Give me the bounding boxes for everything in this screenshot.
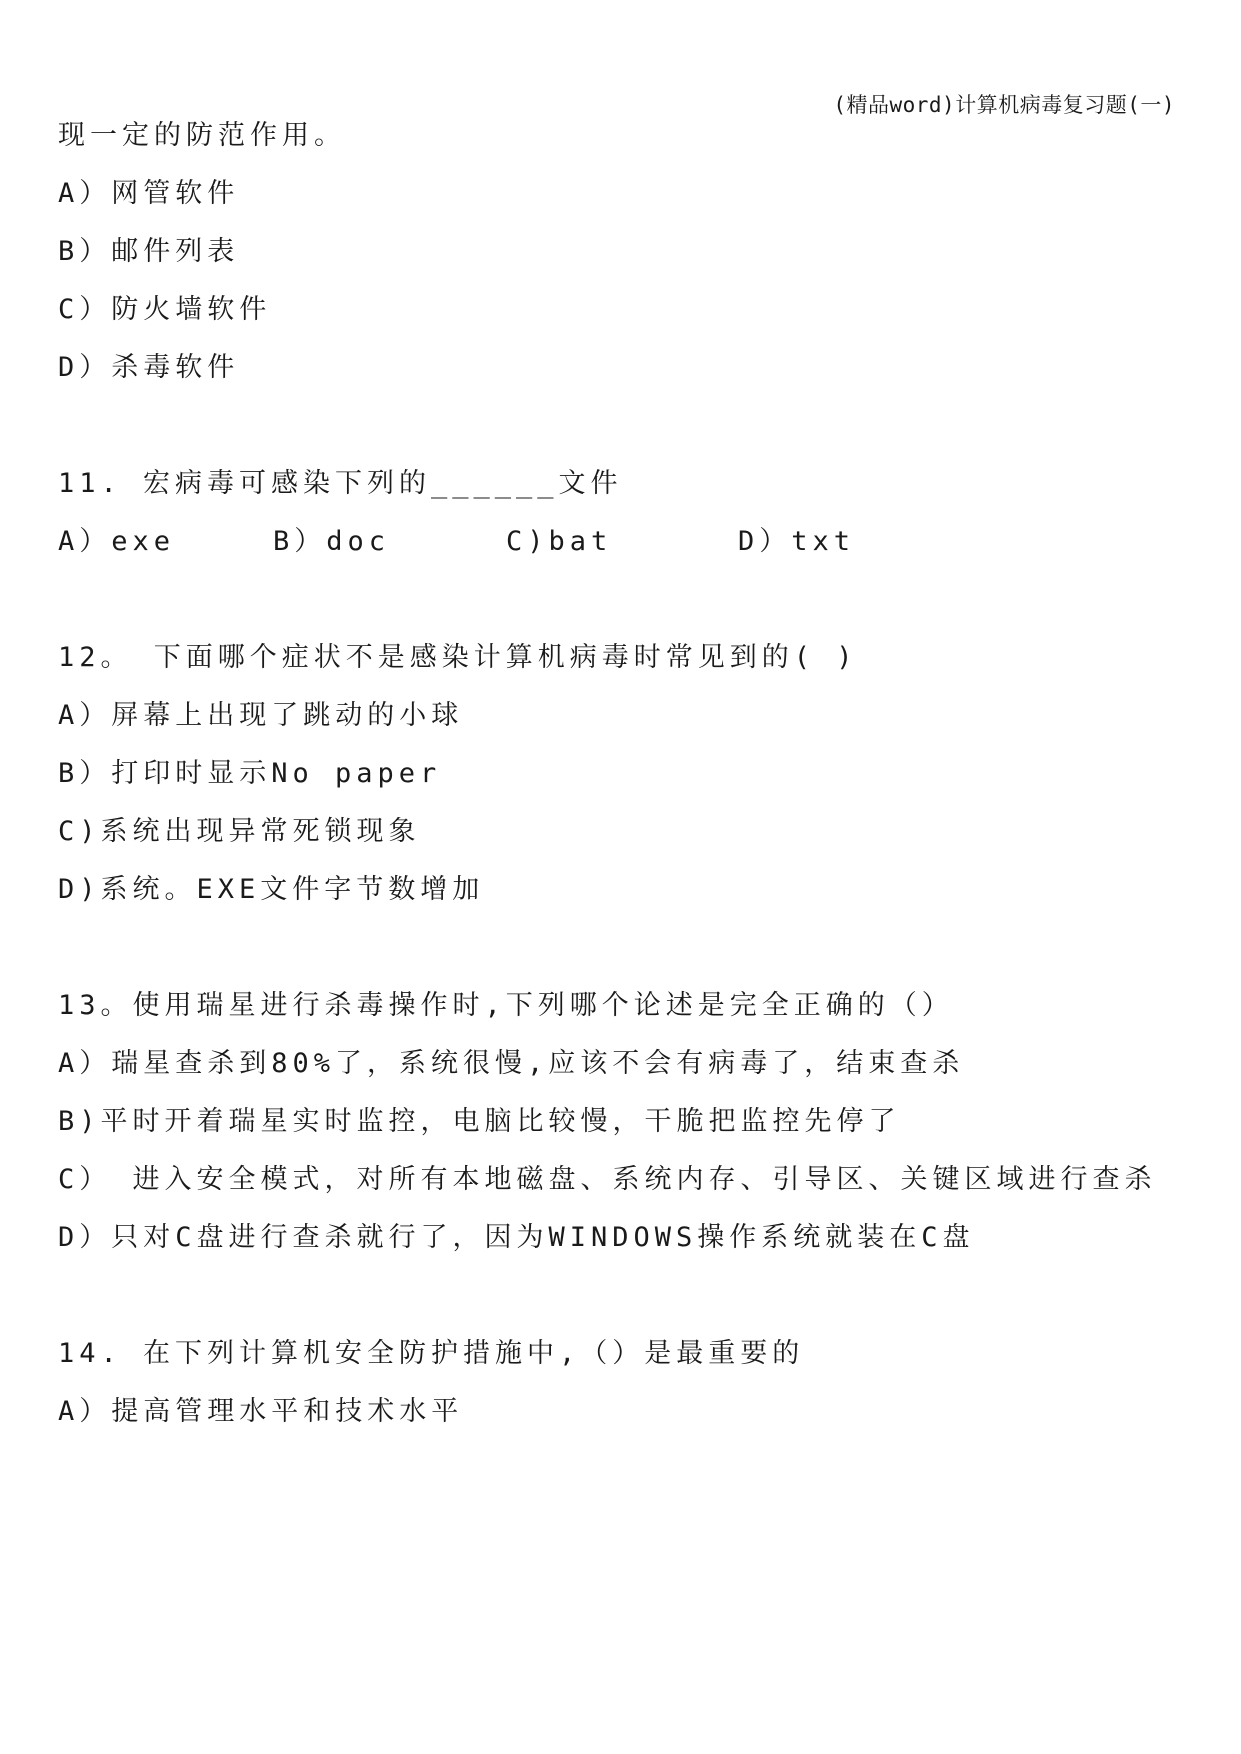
q13-option-d: D）只对C盘进行查杀就行了，因为WINDOWS操作系统就装在C盘 (58, 1222, 975, 1253)
q11-option-d: D）txt (738, 526, 856, 557)
q14-question: 14. 在下列计算机安全防护措施中,（）是最重要的 (58, 1338, 805, 1369)
q11-question: 11. 宏病毒可感染下列的______文件 (58, 468, 623, 499)
q13-option-c: C） 进入安全模式，对所有本地磁盘、系统内存、引导区、关键区域进行查杀 (58, 1164, 1157, 1195)
document-header: (精品word)计算机病毒复习题(一) (833, 93, 1175, 117)
q10-option-b: B）邮件列表 (58, 236, 240, 267)
q13-question: 13。使用瑞星进行杀毒操作时,下列哪个论述是完全正确的（） (58, 990, 954, 1021)
q10-option-a: A）网管软件 (58, 178, 240, 209)
q10-option-c: C）防火墙软件 (58, 294, 272, 325)
q11-option-c: C)bat (506, 526, 613, 557)
q12-question: 12。 下面哪个症状不是感染计算机病毒时常见到的( ) (58, 642, 858, 673)
q12-option-b: B）打印时显示No paper (58, 758, 442, 789)
q12-option-d: D)系统。EXE文件字节数增加 (58, 874, 485, 905)
q14-option-a: A）提高管理水平和技术水平 (58, 1396, 464, 1427)
q10-option-d: D）杀毒软件 (58, 352, 240, 383)
q13-option-b: B)平时开着瑞星实时监控，电脑比较慢，干脆把监控先停了 (58, 1106, 901, 1137)
q12-option-a: A）屏幕上出现了跳动的小球 (58, 700, 464, 731)
q12-option-c: C)系统出现异常死锁现象 (58, 816, 421, 847)
q11-option-b: B）doc (273, 526, 391, 557)
q13-option-a: A）瑞星查杀到80%了，系统很慢,应该不会有病毒了，结束查杀 (58, 1048, 965, 1079)
text-line-continuation: 现一定的防范作用。 (58, 120, 346, 151)
q11-option-a: A）exe (58, 526, 176, 557)
